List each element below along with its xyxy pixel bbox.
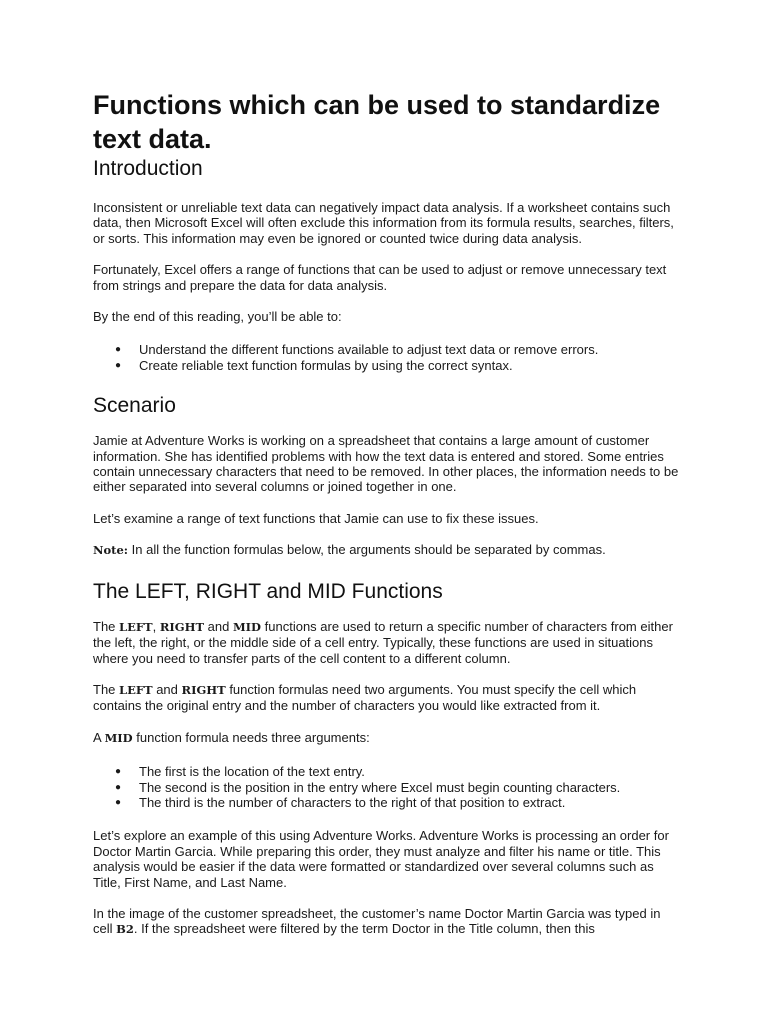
text-run: function formula needs three arguments: <box>132 729 370 745</box>
text-run: and <box>152 681 182 697</box>
functions-paragraph-1 <box>93 619 683 666</box>
list-item-text: Understand the different functions available to adjust text data or remove errors. <box>139 342 599 358</box>
document-body <box>93 88 683 938</box>
bullet-icon: ● <box>115 344 122 356</box>
note-text: In all the function formulas below, the arguments should be separated by commas. <box>128 542 606 558</box>
functions-paragraph-4: Let’s explore an example of this using Adventure Works. Adventure Works is processing an order for Doctor Martin Garcia. While preparing this order, they must analyze and filter his name or title. This analysis would be easier if the data were formatted or standardized over several columns such as Title, First Name, and Last Name. <box>93 828 669 890</box>
list-item <box>93 780 683 795</box>
list-item-text: Create reliable text function formulas by using the correct syntax. <box>139 357 513 373</box>
scenario-paragraph-1: Jamie at Adventure Works is working on a spreadsheet that contains a large amount of customer information. She has identified problems with how the text data is entered and stored. Some entries contain unnecessary characters that need to be removed. In other places, the information needs to be either separated into several columns or joined together in one. <box>93 433 679 495</box>
function-name-left: LEFT <box>119 682 153 697</box>
list-item <box>93 795 683 810</box>
list-item-text: The first is the location of the text entry. <box>139 764 365 780</box>
bullet-icon: ● <box>115 359 122 371</box>
mid-arguments-list <box>93 764 683 810</box>
objectives-list <box>93 342 683 373</box>
text-run: and <box>204 618 233 634</box>
text-run: In the image of the customer spreadsheet, the customer’s name Doctor Martin Garcia was typed in cell <box>93 905 661 937</box>
intro-paragraph-1: Inconsistent or unreliable text data can negatively impact data analysis. If a worksheet contains such data, then Microsoft Excel will often exclude this information from its formula results, searches, filters, or sorts. This information may even be ignored or counted twice during data analysis. <box>93 200 674 246</box>
text-run: A <box>93 729 105 745</box>
heading-left-right-mid: The LEFT, RIGHT and MID Functions <box>93 579 443 603</box>
text-run: , <box>152 618 160 634</box>
list-item <box>93 342 683 357</box>
intro-paragraph-2: Fortunately, Excel offers a range of functions that can be used to adjust or remove unnecessary text from strings and prepare the data for data analysis. <box>93 262 667 293</box>
function-name-right: RIGHT <box>159 619 205 634</box>
function-name-mid: MID <box>232 619 262 634</box>
bullet-icon: ● <box>115 766 122 778</box>
bullet-icon: ● <box>115 796 122 808</box>
functions-paragraph-3 <box>93 730 683 746</box>
text-run: . If the spreadsheet were filtered by the term Doctor in the Title column, then this <box>133 921 595 937</box>
list-item <box>93 358 683 373</box>
scenario-paragraph-2: Let’s examine a range of text functions that Jamie can use to fix these issues. <box>93 510 539 526</box>
note-paragraph <box>93 542 683 558</box>
function-name-left: LEFT <box>119 619 153 634</box>
functions-paragraph-5 <box>93 906 683 938</box>
list-item-text: The second is the position in the entry where Excel must begin counting characters. <box>139 779 621 795</box>
list-item-text: The third is the number of characters to the right of that position to extract. <box>139 794 566 810</box>
functions-paragraph-2 <box>93 682 683 714</box>
bullet-icon: ● <box>115 781 122 793</box>
text-run: The <box>93 681 120 697</box>
heading-scenario: Scenario <box>93 394 176 418</box>
cell-reference-b2: B2 <box>116 922 134 937</box>
function-name-mid: MID <box>104 730 133 745</box>
text-run: functions are used to return a specific number of characters from either the left, the right, or the middle side of a cell entry. Typically, these functions are used in situations where you need to transfer parts of the cell content to a different column. <box>93 618 673 666</box>
function-name-right: RIGHT <box>181 682 226 697</box>
heading-introduction: Introduction <box>93 157 203 180</box>
list-item <box>93 764 683 779</box>
intro-paragraph-3: By the end of this reading, you’ll be able to: <box>93 309 342 325</box>
note-label: Note: <box>93 543 129 558</box>
text-run: function formulas need two arguments. You must specify the cell which contains the original entry and the number of characters you would like extracted from it. <box>93 681 637 714</box>
text-run: The <box>93 618 120 634</box>
document-title: Functions which can be used to standardize text data. <box>93 90 661 154</box>
